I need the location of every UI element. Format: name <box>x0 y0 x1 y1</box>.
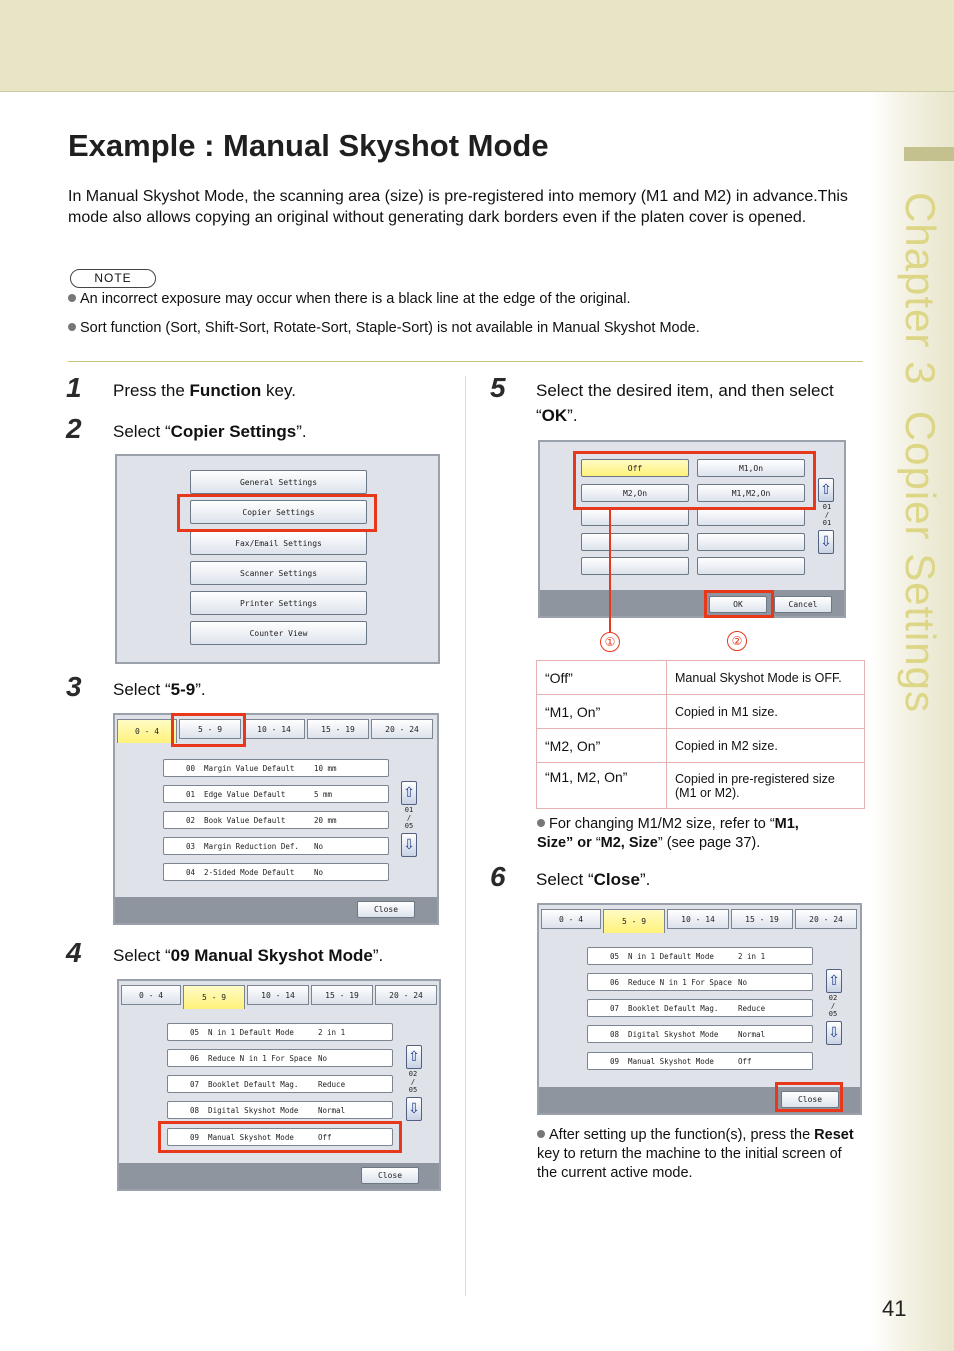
option-m1-on[interactable]: M1,On <box>697 459 805 477</box>
tab-20-24[interactable]: 20 - 24 <box>371 719 433 739</box>
page-indicator: 02 / 05 <box>828 994 838 1018</box>
option-empty <box>581 533 689 551</box>
step-number: 3 <box>66 671 82 702</box>
option-m2-on[interactable]: M2,On <box>581 484 689 502</box>
option-empty <box>697 508 805 526</box>
ok-button[interactable]: OK <box>709 596 767 613</box>
step-number: 4 <box>66 937 82 968</box>
table-row <box>537 661 865 695</box>
option-empty <box>697 533 805 551</box>
setting-row[interactable]: 02 Book Value Default 20 mm <box>163 811 389 829</box>
setting-row[interactable]: 03 Margin Reduction Def. No <box>163 837 389 855</box>
setting-row[interactable]: 05 N in 1 Default Mode 2 in 1 <box>587 947 813 965</box>
step-number: 2 <box>66 413 82 444</box>
step-number: 5 <box>490 372 506 403</box>
setting-row[interactable]: 06 Reduce N in 1 For Space No <box>587 973 813 991</box>
callout-1: ① <box>600 632 620 652</box>
note-label: NOTE <box>70 269 156 288</box>
bullet-icon <box>537 1130 545 1138</box>
option-empty <box>581 508 689 526</box>
option-desc: Copied in M2 size. <box>667 729 865 763</box>
page-indicator: 01 / 01 <box>822 503 832 527</box>
section-label: Copier Settings <box>897 410 944 713</box>
tab-15-19[interactable]: 15 - 19 <box>311 985 373 1005</box>
setting-row[interactable]: 07 Booklet Default Mag. Reduce <box>587 999 813 1017</box>
scroll-up-icon[interactable]: ⇧ <box>826 969 842 993</box>
tab-0-4[interactable]: 0 - 4 <box>121 985 181 1005</box>
header-band <box>0 0 954 92</box>
scroll-up-icon[interactable]: ⇧ <box>401 781 417 805</box>
settings-screen-0-4 <box>113 713 439 925</box>
table-row <box>537 729 865 763</box>
tab-0-4[interactable]: 0 - 4 <box>541 909 601 929</box>
tab-20-24[interactable]: 20 - 24 <box>795 909 857 929</box>
option-empty <box>697 557 805 575</box>
tab-10-14[interactable]: 10 - 14 <box>243 719 305 739</box>
step-text: Select the desired item, and then select “OK”. <box>536 381 834 425</box>
tab-10-14[interactable]: 10 - 14 <box>667 909 729 929</box>
tab-5-9[interactable]: 5 - 9 <box>183 985 245 1009</box>
tab-5-9[interactable]: 5 - 9 <box>603 909 665 933</box>
close-button[interactable]: Close <box>361 1167 419 1184</box>
scroll-up-icon[interactable]: ⇧ <box>818 478 834 502</box>
menu-scanner-settings[interactable]: Scanner Settings <box>190 561 367 585</box>
setting-row[interactable]: 08 Digital Skyshot Mode Normal <box>167 1101 393 1119</box>
divider <box>68 361 863 362</box>
highlight-box <box>775 1082 843 1112</box>
options-table <box>536 660 865 809</box>
highlight-box <box>573 451 816 510</box>
page-number: 41 <box>882 1296 907 1321</box>
option-m1-m2-on[interactable]: M1,M2,On <box>697 484 805 502</box>
setting-row[interactable]: 05 N in 1 Default Mode 2 in 1 <box>167 1023 393 1041</box>
cancel-button[interactable]: Cancel <box>774 596 832 613</box>
tab-5-9[interactable]: 5 - 9 <box>179 719 241 739</box>
scroll-up-icon[interactable]: ⇧ <box>406 1045 422 1069</box>
setting-row[interactable]: 00 Margin Value Default 10 mm <box>163 759 389 777</box>
settings-screen-5-9 <box>117 979 441 1191</box>
chapter-tab-marker <box>904 147 954 161</box>
option-desc: Copied in M1 size. <box>667 695 865 729</box>
highlight-box <box>177 494 377 532</box>
tab-10-14[interactable]: 10 - 14 <box>247 985 309 1005</box>
option-off[interactable]: Off <box>581 459 689 477</box>
option-desc: Manual Skyshot Mode is OFF. <box>667 661 865 695</box>
setting-row[interactable]: 06 Reduce N in 1 For Space No <box>167 1049 393 1067</box>
page-title: Example : Manual Skyshot Mode <box>68 128 549 163</box>
option-empty <box>581 557 689 575</box>
step-text: Select “5-9”. <box>113 680 206 699</box>
chapter-heading <box>896 192 944 713</box>
note-text: Sort function (Sort, Shift-Sort, Rotate-Sort, Staple-Sort) is not available in Manual Skyshot Mode. <box>80 320 700 336</box>
note-item <box>68 319 858 338</box>
setting-row[interactable]: 08 Digital Skyshot Mode Normal <box>587 1025 813 1043</box>
step-text: Select “09 Manual Skyshot Mode”. <box>113 946 384 965</box>
highlight-box <box>171 713 246 747</box>
skyshot-option-screen <box>538 440 846 618</box>
setting-row[interactable]: 09 Manual Skyshot Mode Off <box>587 1052 813 1070</box>
scroll-down-icon[interactable]: ⇩ <box>406 1097 422 1121</box>
m1m2-size-note: For changing M1/M2 size, refer to “M1, Size” or “M2, Size” (see page 37). <box>537 816 799 851</box>
highlight-box <box>704 590 774 618</box>
note-item <box>68 290 858 309</box>
table-row <box>537 763 865 809</box>
option-key: “M2, On” <box>537 729 667 763</box>
column-divider <box>465 376 466 1296</box>
chapter-label: Chapter 3 <box>897 192 944 386</box>
callout-2: ② <box>727 631 747 651</box>
menu-counter-view[interactable]: Counter View <box>190 621 367 645</box>
option-key: “M1, On” <box>537 695 667 729</box>
close-button[interactable]: Close <box>357 901 415 918</box>
settings-screen-close <box>537 903 862 1115</box>
menu-printer-settings[interactable]: Printer Settings <box>190 591 367 615</box>
page-indicator: 01 / 05 <box>404 806 414 830</box>
step-number: 1 <box>66 372 82 403</box>
highlight-box <box>158 1121 402 1153</box>
menu-fax-email-settings[interactable]: Fax/Email Settings <box>190 531 367 555</box>
bullet-icon <box>68 294 76 302</box>
function-menu-screen <box>115 454 440 664</box>
scroll-down-icon[interactable]: ⇩ <box>818 530 834 554</box>
menu-general-settings[interactable]: General Settings <box>190 470 367 494</box>
bullet-icon <box>68 323 76 331</box>
bullet-icon <box>537 819 545 827</box>
step-text: Select “Close”. <box>536 870 651 889</box>
tab-15-19[interactable]: 15 - 19 <box>307 719 369 739</box>
table-row <box>537 695 865 729</box>
callout-line <box>609 508 611 632</box>
close-button[interactable]: Close <box>781 1091 839 1108</box>
option-key: “Off” <box>537 661 667 695</box>
step-text: Press the Function key. <box>113 381 296 400</box>
menu-copier-settings[interactable]: Copier Settings <box>190 500 367 524</box>
note-text: An incorrect exposure may occur when there is a black line at the edge of the original. <box>80 291 631 307</box>
scroll-down-icon[interactable]: ⇩ <box>826 1021 842 1045</box>
tab-20-24[interactable]: 20 - 24 <box>375 985 437 1005</box>
setting-row[interactable]: 07 Booklet Default Mag. Reduce <box>167 1075 393 1093</box>
setting-row[interactable]: 04 2-Sided Mode Default No <box>163 863 389 881</box>
tab-0-4[interactable]: 0 - 4 <box>117 719 177 743</box>
page-indicator: 02 / 05 <box>408 1070 418 1094</box>
setting-row[interactable]: 01 Edge Value Default 5 mm <box>163 785 389 803</box>
option-desc: Copied in pre-registered size (M1 or M2). <box>667 763 865 809</box>
reset-note: After setting up the function(s), press the Reset key to return the machine to the initial screen of the current active mode. <box>537 1127 854 1181</box>
scroll-down-icon[interactable]: ⇩ <box>401 833 417 857</box>
step-text: Select “Copier Settings”. <box>113 422 307 441</box>
tab-15-19[interactable]: 15 - 19 <box>731 909 793 929</box>
intro-paragraph: In Manual Skyshot Mode, the scanning area (size) is pre-registered into memory (M1 and M2) in advance.This mode also allows copying an original without generating dark borders even if the platen cover is opened. <box>68 188 848 226</box>
setting-row-manual-skyshot[interactable]: 09 Manual Skyshot Mode Off <box>167 1128 393 1146</box>
option-key: “M1, M2, On” <box>537 763 667 809</box>
step-number: 6 <box>490 861 506 892</box>
